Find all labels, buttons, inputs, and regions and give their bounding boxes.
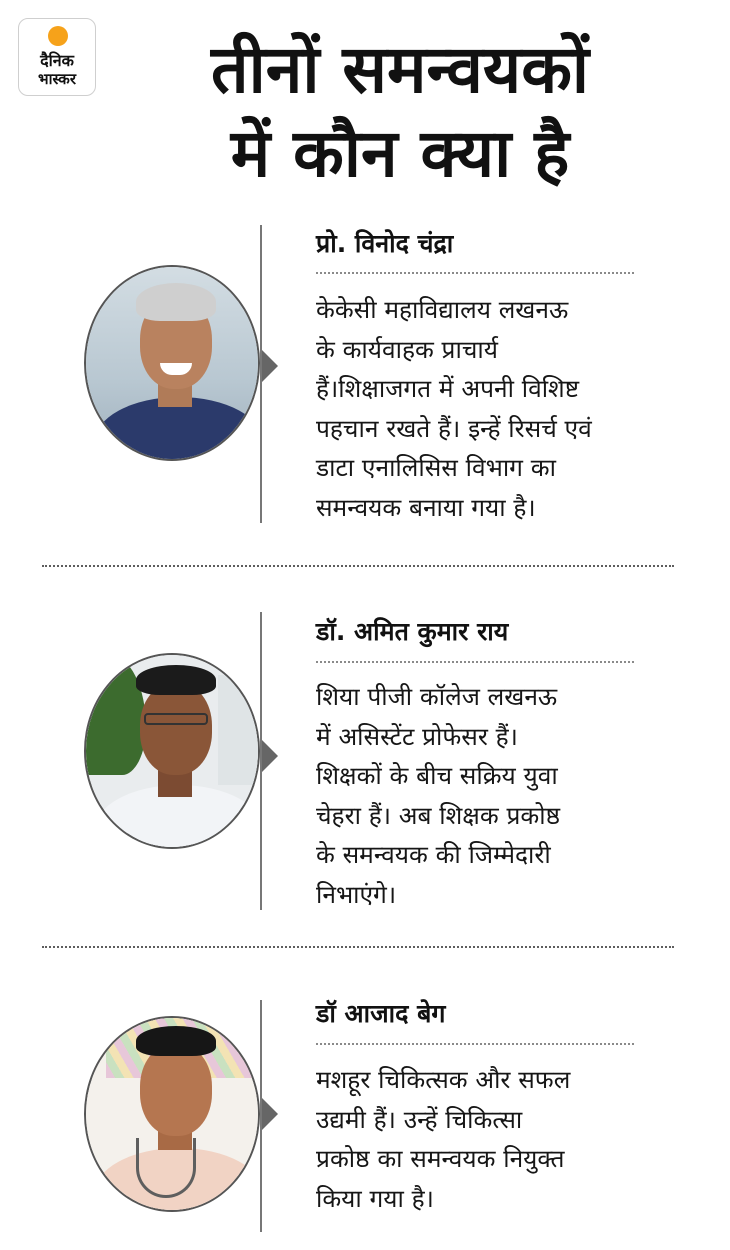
profile-bio bbox=[316, 290, 646, 527]
portrait-photo-3 bbox=[84, 1016, 260, 1212]
bio-line: किया गया है। bbox=[316, 1183, 434, 1213]
section-separator bbox=[42, 565, 674, 567]
dotted-rule bbox=[316, 1043, 634, 1045]
bio-line: समन्वयक बनाया गया है। bbox=[316, 492, 536, 522]
section-separator bbox=[42, 946, 674, 948]
bio-line: पहचान रखते हैं। इन्हें रिसर्च एवं bbox=[316, 413, 592, 443]
profile-name: प्रो. विनोद चंद्रा bbox=[316, 229, 454, 258]
profile-bio bbox=[316, 1060, 646, 1218]
profile-bio bbox=[316, 677, 646, 914]
bio-line: में असिस्टेंट प्रोफेसर हैं। bbox=[316, 721, 518, 751]
pointer-triangle-icon bbox=[262, 1098, 278, 1130]
bio-line: केकेसी महाविद्यालय लखनऊ bbox=[316, 295, 569, 324]
bio-line: शिक्षकों के बीच सक्रिय युवा bbox=[316, 761, 558, 790]
dotted-rule bbox=[316, 661, 634, 663]
logo-word-2: भास्कर bbox=[38, 70, 76, 88]
sun-icon bbox=[48, 26, 68, 46]
bio-line: शिया पीजी कॉलेज लखनऊ bbox=[316, 682, 558, 711]
logo-word-1: दैनिक bbox=[40, 51, 74, 70]
bio-line: के कार्यवाहक प्राचार्य bbox=[316, 334, 498, 364]
pointer-triangle-icon bbox=[262, 350, 278, 382]
profile-name: डॉ आजाद बेग bbox=[316, 999, 446, 1028]
dainik-bhaskar-logo bbox=[18, 18, 96, 96]
bio-line: डाटा एनालिसिस विभाग का bbox=[316, 453, 556, 482]
headline bbox=[120, 28, 680, 196]
bio-line: हैं।शिक्षाजगत में अपनी विशिष्ट bbox=[316, 374, 580, 403]
profile-name: डॉ. अमित कुमार राय bbox=[316, 617, 509, 646]
portrait-photo-2 bbox=[84, 653, 260, 849]
dotted-rule bbox=[316, 272, 634, 274]
bio-line: के समन्वयक की जिम्मेदारी bbox=[316, 840, 551, 869]
headline-line-2: में कौन क्या है bbox=[230, 115, 570, 192]
headline-line-1: तीनों समन्वयकों bbox=[211, 31, 589, 108]
bio-line: निभाएंगे। bbox=[316, 879, 397, 909]
portrait-photo-1 bbox=[84, 265, 260, 461]
bio-line: मशहूर चिकित्सक और सफल bbox=[316, 1065, 571, 1094]
bio-line: प्रकोष्ठ का समन्वयक नियुक्त bbox=[316, 1144, 565, 1173]
bio-line: चेहरा हैं। अब शिक्षक प्रकोष्ठ bbox=[316, 800, 561, 830]
pointer-triangle-icon bbox=[262, 740, 278, 772]
bio-line: उद्यमी हैं। उन्हें चिकित्सा bbox=[316, 1104, 523, 1134]
